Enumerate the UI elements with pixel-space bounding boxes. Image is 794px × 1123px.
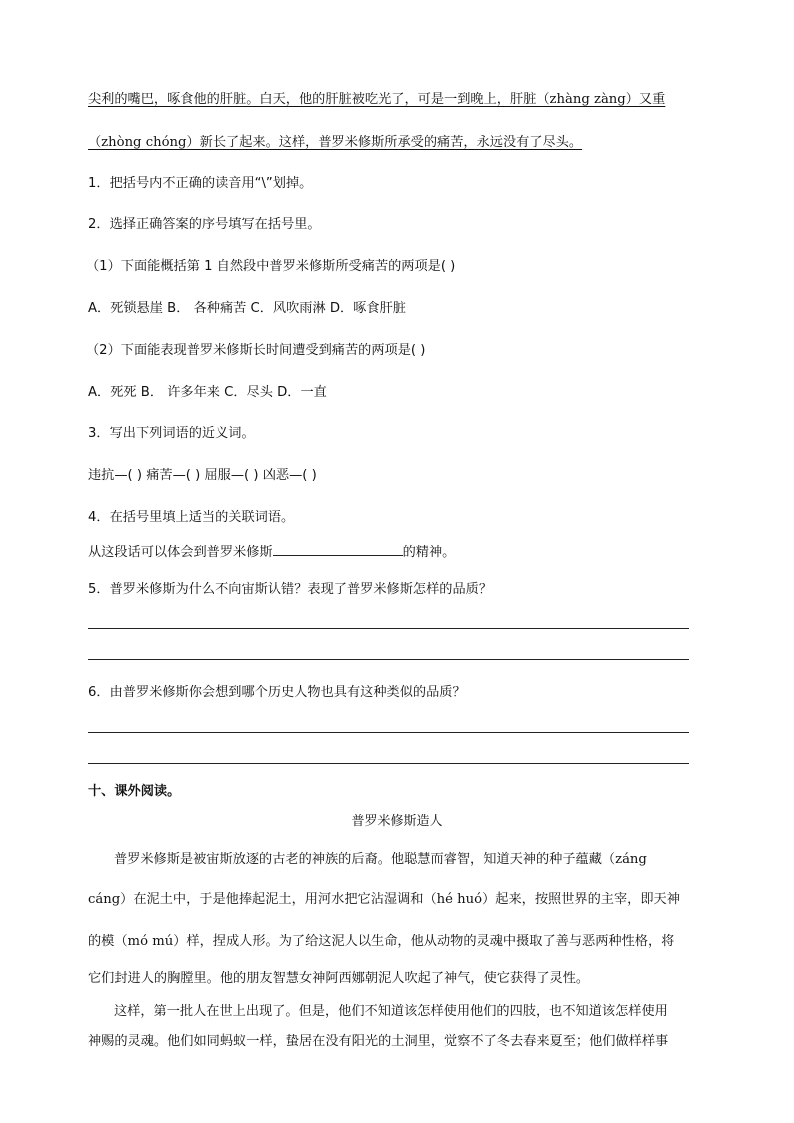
section-10-heading: 十、课外阅读。 bbox=[88, 784, 181, 799]
paragraph-1-line-2: cáng）在泥土中，于是他捧起泥土，用河水把它沾湿调和（hé huó）起来，按照世界的主宰，即天神 bbox=[88, 892, 680, 907]
passage-line-2: （zhòng chóng）新长了起来。这样，普罗米修斯所承受的痛苦，永远没有了尽头。 bbox=[88, 135, 583, 150]
answer-line-6a[interactable] bbox=[88, 732, 689, 733]
reading-title: 普罗米修斯造人 bbox=[351, 814, 443, 829]
question-1: 1．把括号内不正确的读音用“\”划掉。 bbox=[88, 176, 313, 191]
question-5: 5．普罗米修斯为什么不向宙斯认错？表现了普罗米修斯怎样的品质？ bbox=[88, 582, 493, 597]
paragraph-2-line-1: 这样，第一批人在世上出现了。但是，他们不知道该怎样使用他们的四肢，也不知道该怎样使用 bbox=[114, 1004, 668, 1019]
question-2-2: （2）下面能表现普罗米修斯长时间遭受到痛苦的两项是( ) bbox=[86, 343, 426, 358]
paragraph-1-line-1: 普罗米修斯是被宙斯放逐的古老的神族的后裔。他聪慧而睿智，知道天神的种子蕴藏（záng bbox=[114, 852, 647, 867]
answer-line-6b[interactable] bbox=[88, 763, 689, 764]
question-3-words: 违抗—( ) 痛苦—( ) 屈服—( ) 凶恶—( ) bbox=[88, 468, 317, 483]
paragraph-1-line-4: 它们封进人的胸膛里。他的朋友智慧女神阿西娜朝泥人吹起了神气，使它获得了灵性。 bbox=[88, 971, 590, 986]
passage-line-1: 尖利的嘴巴，啄食他的肝脏。白天，他的肝脏被吃光了，可是一到晚上，肝脏（zhàng zàng）又重 bbox=[88, 92, 666, 107]
answer-blank[interactable] bbox=[273, 543, 403, 556]
answer-line-5b[interactable] bbox=[88, 659, 689, 660]
question-6: 6．由普罗米修斯你会想到哪个历史人物也具有这种类似的品质？ bbox=[88, 685, 466, 700]
question-2-1: （1）下面能概括第 1 自然段中普罗米修斯所受痛苦的两项是( ) bbox=[86, 259, 456, 274]
question-4-sentence bbox=[88, 541, 455, 560]
question-4-prefix: 从这段话可以体会到普罗米修斯 bbox=[88, 545, 273, 560]
question-2: 2．选择正确答案的序号填写在括号里。 bbox=[88, 217, 321, 232]
paragraph-1-line-3: 的模（mó mú）样，捏成人形。为了给这泥人以生命，他从动物的灵魂中摄取了善与恶两种性格，将 bbox=[88, 934, 675, 949]
question-3: 3．写出下列词语的近义词。 bbox=[88, 426, 255, 441]
answer-line-5a[interactable] bbox=[88, 628, 689, 629]
question-4: 4．在括号里填上适当的关联词语。 bbox=[88, 510, 295, 525]
paragraph-2-line-2: 神赐的灵魂。他们如同蚂蚁一样，蛰居在没有阳光的土洞里，觉察不了冬去春来夏至；他们做样样事 bbox=[88, 1034, 669, 1049]
question-2-1-options: A．死锁悬崖 B． 各种痛苦 C．风吹雨淋 D．啄食肝脏 bbox=[88, 301, 406, 316]
question-2-2-options: A．死死 B． 许多年来 C．尽头 D．一直 bbox=[88, 385, 327, 400]
question-4-suffix: 的精神。 bbox=[402, 545, 456, 560]
